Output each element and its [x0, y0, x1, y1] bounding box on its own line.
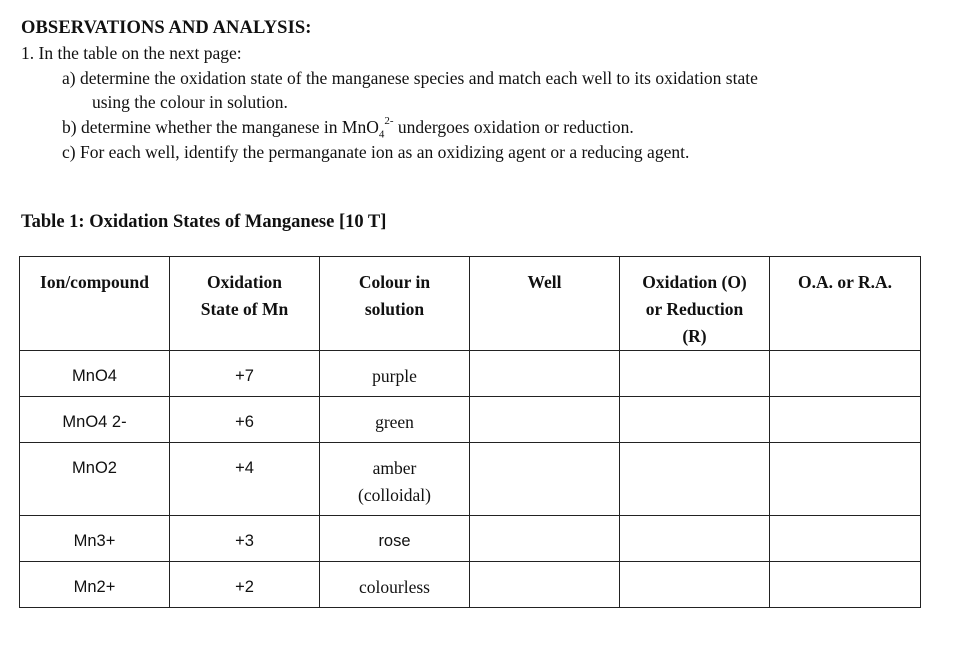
header-oxidation-reduction	[620, 257, 770, 351]
header-colour-line2: solution	[364, 299, 425, 319]
cell-ion: Mn2+	[20, 562, 170, 608]
cell-colour-line2: (colloidal)	[358, 485, 431, 505]
cell-colour-line1: amber	[372, 458, 417, 478]
cell-well[interactable]	[470, 351, 620, 397]
instruction-b-subscript: 4	[378, 128, 385, 141]
cell-oxidation-reduction[interactable]	[620, 562, 770, 608]
cell-colour: purple	[320, 351, 470, 397]
oxidation-states-table	[19, 256, 921, 608]
cell-ion: MnO4	[20, 351, 170, 397]
header-oara-label: O.A. or R.A.	[798, 272, 892, 292]
instruction-a-line-2: using the colour in solution.	[92, 92, 288, 112]
cell-colour: colourless	[320, 562, 470, 608]
cell-state: +2	[170, 562, 320, 608]
cell-oa-ra[interactable]	[770, 562, 921, 608]
header-ion	[20, 257, 170, 351]
cell-well[interactable]	[470, 516, 620, 562]
cell-oxidation-reduction[interactable]	[620, 443, 770, 516]
cell-ion: Mn3+	[20, 516, 170, 562]
cell-oxidation-reduction[interactable]	[620, 516, 770, 562]
cell-colour	[320, 443, 470, 516]
header-or-line3: (R)	[682, 326, 707, 346]
cell-well[interactable]	[470, 397, 620, 443]
instruction-b-prefix: b) determine whether the manganese in MnO	[62, 117, 379, 137]
instruction-b-suffix: undergoes oxidation or reduction.	[393, 117, 634, 137]
cell-well[interactable]	[470, 562, 620, 608]
table-row	[20, 351, 921, 397]
header-or-line1: Oxidation (O)	[642, 272, 747, 292]
table-row	[20, 562, 921, 608]
cell-state: +7	[170, 351, 320, 397]
cell-state: +3	[170, 516, 320, 562]
header-ox-line1: Oxidation	[207, 272, 282, 292]
header-well	[470, 257, 620, 351]
table-row	[20, 397, 921, 443]
table-header-row	[20, 257, 921, 351]
cell-oa-ra[interactable]	[770, 351, 921, 397]
cell-colour: green	[320, 397, 470, 443]
table-caption: Table 1: Oxidation States of Manganese [10 T]	[21, 212, 387, 232]
cell-ion: MnO4 2-	[20, 397, 170, 443]
instruction-b	[62, 115, 634, 141]
header-or-line2: or Reduction	[645, 299, 744, 319]
cell-oa-ra[interactable]	[770, 443, 921, 516]
header-ion-label: Ion/compound	[40, 272, 149, 292]
cell-state: +6	[170, 397, 320, 443]
cell-oa-ra[interactable]	[770, 397, 921, 443]
cell-ion: MnO2	[20, 443, 170, 516]
instruction-a-line-1: a) determine the oxidation state of the manganese species and match each well to its oxidation state	[62, 68, 758, 88]
cell-colour: rose	[320, 516, 470, 562]
instruction-b-superscript: 2-	[384, 115, 394, 128]
table-row	[20, 516, 921, 562]
instruction-c: c) For each well, identify the permanganate ion as an oxidizing agent or a reducing agent.	[62, 142, 690, 162]
cell-oxidation-reduction[interactable]	[620, 397, 770, 443]
cell-well[interactable]	[470, 443, 620, 516]
header-colour-line1: Colour in	[358, 272, 431, 292]
cell-oa-ra[interactable]	[770, 516, 921, 562]
header-oxidation-state	[170, 257, 320, 351]
header-oa-ra	[770, 257, 921, 351]
table-row	[20, 443, 921, 516]
cell-oxidation-reduction[interactable]	[620, 351, 770, 397]
cell-state: +4	[170, 443, 320, 516]
header-colour	[320, 257, 470, 351]
section-heading: OBSERVATIONS AND ANALYSIS:	[21, 18, 312, 38]
header-well-label: Well	[527, 272, 562, 292]
header-ox-line2: State of Mn	[200, 299, 289, 319]
instruction-item-1: 1. In the table on the next page:	[21, 43, 242, 63]
